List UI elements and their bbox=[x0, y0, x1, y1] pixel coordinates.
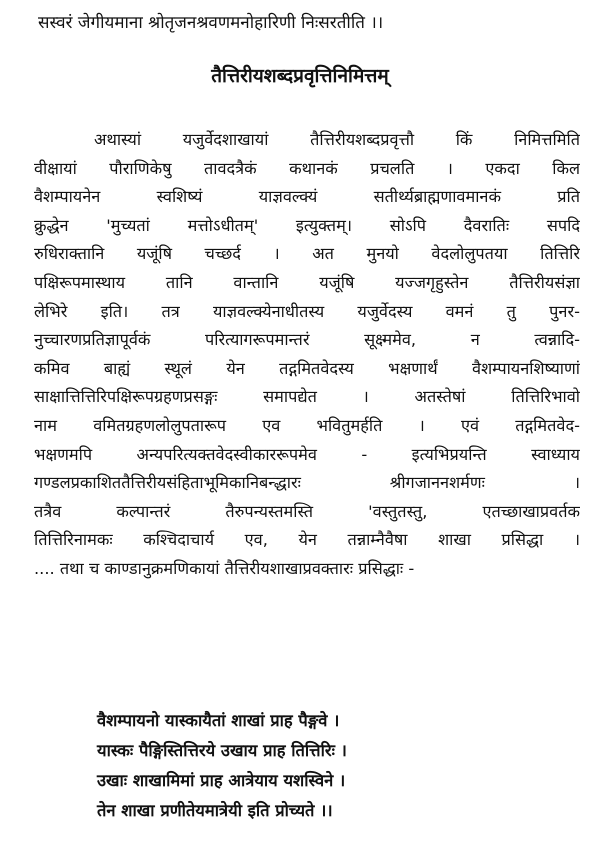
top-line: सस्वरं जेगीयमाना श्रोतृजनश्रवणमनोहारिणी निःसरतीति ।। bbox=[38, 13, 384, 33]
paragraph-line: पक्षिरूपमास्थाय तानि वान्तानि यजूंषि यज्जगृहुस्तेन तैत्तिरीयसंज्ञा bbox=[34, 272, 580, 292]
paragraph-line: गण्डलप्रकाशिततैत्तिरीयसंहिताभूमिकानिबन्द्धारः श्रीगजाननशर्मणः । bbox=[34, 473, 580, 493]
paragraph-line: नाम वमितग्रहणलोलुपतारूप एव भवितुमर्हति । एवं तद्गमितवेद- bbox=[34, 415, 580, 435]
paragraph-line: लेभिरे इति। तत्र याज्ञवल्क्येनाधीतस्य यजुर्वेदस्य वमनं तु पुनर- bbox=[34, 301, 580, 321]
paragraph-line: कमिव बाह्यं स्थूलं येन तद्गमितवेदस्य भक्षणार्थं वैशम्पायनशिष्याणां bbox=[34, 358, 580, 378]
paragraph-line: तत्रैव कल्पान्तरं तैरुपन्यस्तमस्ति 'वस्तुतस्तु, एतच्छाखाप्रवर्तक bbox=[34, 501, 580, 521]
paragraph-line: .... तथा च काण्डानुक्रमणिकायां तैत्तिरीयशाखाप्रवक्तारः प्रसिद्धाः - bbox=[34, 558, 415, 578]
verse-line: यास्कः पैङ्गिस्तित्तिरये उखाय प्राह तित्तिरिः । bbox=[97, 741, 347, 760]
paragraph-line: वीक्षायां पौराणिकेषु तावदत्रैकं कथानकं प्रचलति । एकदा किल bbox=[34, 158, 580, 178]
verse-line: उखाः शाखामिमां प्राह आत्रेयाय यशस्विने । bbox=[97, 771, 346, 790]
paragraph-line: क्रुद्धेन 'मुच्यतां मत्तोऽधीतम्' इत्युक्तम्। सोऽपि दैवरातिः सपदि bbox=[34, 215, 580, 235]
section-heading: तैत्तिरीयशब्दप्रवृत्तिनिमित्तम् bbox=[211, 65, 389, 87]
paragraph-line: साक्षात्तित्तिरिपक्षिरूपग्रहणप्रसङ्गः समापद्येत । अतस्तेषां तित्तिरिभावो bbox=[34, 387, 580, 407]
paragraph-line: वैशम्पायनेन स्वशिष्यं याज्ञवल्क्यं सतीर्थ्यब्राह्मणावमानकं प्रति bbox=[34, 187, 580, 207]
paragraph-line: तित्तिरिनामकः कश्चिदाचार्य एव, येन तन्नाम्नैवैषा शाखा प्रसिद्धा । bbox=[34, 530, 580, 550]
paragraph-line: अथास्यां यजुर्वेदशाखायां तैत्तिरीयशब्दप्रवृत्तौ किं निमित्तमिति bbox=[94, 130, 580, 149]
verse-line: वैशम्पायनो यास्कायैतां शाखां प्राह पैङ्गवे । bbox=[97, 711, 340, 730]
paragraph-line: भक्षणमपि अन्यपरित्यक्तवेदस्वीकाररूपमेव - इत्यभिप्रयन्ति स्वाध्याय bbox=[34, 444, 580, 464]
main-paragraph bbox=[34, 126, 580, 584]
verse-block bbox=[97, 706, 547, 826]
paragraph-line: रुधिराक्तानि यजूंषि चच्छर्द । अत मुनयो वेदलोलुपतया तित्तिरि bbox=[34, 244, 580, 264]
verse-line: तेन शाखा प्रणीतेयमात्रेयी इति प्रोच्यते ।। bbox=[97, 801, 333, 820]
paragraph-line: नुच्चारणप्रतिज्ञापूर्वकं परित्यागरूपमान्तरं सूक्ष्ममेव, न त्वन्नादि- bbox=[34, 330, 580, 350]
